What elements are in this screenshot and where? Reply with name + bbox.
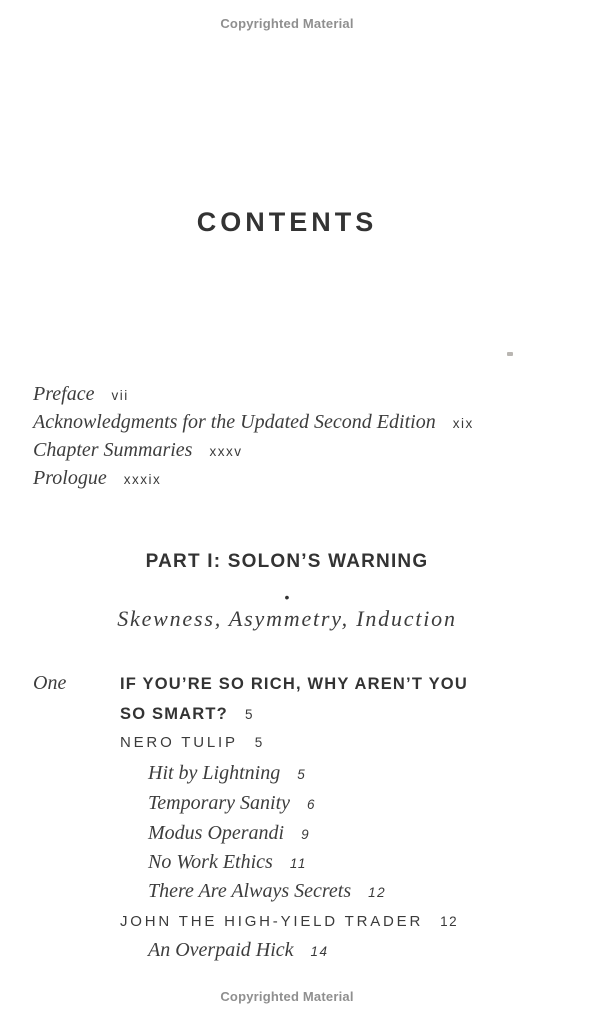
front-matter-entry <box>33 380 573 408</box>
entry-title: Temporary Sanity <box>148 792 291 814</box>
entry-page-number: 14 <box>310 944 329 959</box>
front-matter-entry <box>33 436 573 464</box>
entry-title: Modus Operandi <box>148 822 285 844</box>
entry-title: Chapter Summaries <box>33 439 193 461</box>
chapter-title-text: SO SMART? <box>120 705 228 723</box>
toc-entry-sub <box>148 822 310 845</box>
entry-title: NERO TULIP <box>120 734 238 751</box>
toc-entry-sub <box>148 880 386 903</box>
toc-entry-sub <box>148 939 329 962</box>
entry-title: No Work Ethics <box>148 851 273 873</box>
entry-page-number: 12 <box>368 885 387 900</box>
entry-title: JOHN THE HIGH-YIELD TRADER <box>120 913 424 930</box>
entry-title: Prologue <box>33 467 107 489</box>
entry-page-number: xxxix <box>123 472 162 487</box>
chapter-title-line1 <box>120 675 468 694</box>
chapter-title-line2 <box>120 705 254 724</box>
copyright-notice-bottom: Copyrighted Material <box>220 989 354 1004</box>
entry-page-number: 12 <box>440 914 459 929</box>
chapter-title-text: IF YOU’RE SO RICH, WHY AREN’T YOU <box>120 675 468 693</box>
entry-page-number: 5 <box>297 767 307 782</box>
entry-title: Preface <box>33 383 95 405</box>
front-matter-entry <box>33 408 573 436</box>
toc-entry-section <box>120 913 458 930</box>
chapter-number-label: One <box>33 672 67 694</box>
part-heading: PART I: SOLON’S WARNING <box>145 551 429 572</box>
entry-page-number: 6 <box>307 797 317 812</box>
front-matter-list <box>33 380 573 492</box>
front-matter-entry <box>33 464 573 492</box>
entry-page-number: 5 <box>244 707 254 722</box>
entry-page-number: xix <box>452 416 474 431</box>
toc-entry-sub <box>148 762 306 785</box>
entry-title: Hit by Lightning <box>148 762 281 784</box>
entry-page-number: 9 <box>301 827 311 842</box>
entry-title: An Overpaid Hick <box>148 939 294 961</box>
toc-entry-sub <box>148 851 307 874</box>
entry-title: There Are Always Secrets <box>148 880 352 902</box>
bullet-ornament: • <box>284 589 290 605</box>
entry-page-number: xxxv <box>209 444 243 459</box>
scan-artifact <box>507 352 513 356</box>
part-subtitle: Skewness, Asymmetry, Induction <box>117 606 457 631</box>
entry-page-number: 11 <box>289 856 307 871</box>
copyright-notice-top: Copyrighted Material <box>220 16 354 31</box>
page-title: CONTENTS <box>196 207 378 237</box>
toc-entry-sub <box>148 792 316 815</box>
entry-page-number: 5 <box>254 735 264 750</box>
entry-page-number: vii <box>111 388 129 403</box>
toc-entry-section <box>120 734 264 751</box>
entry-title: Acknowledgments for the Updated Second Edition <box>33 411 436 433</box>
